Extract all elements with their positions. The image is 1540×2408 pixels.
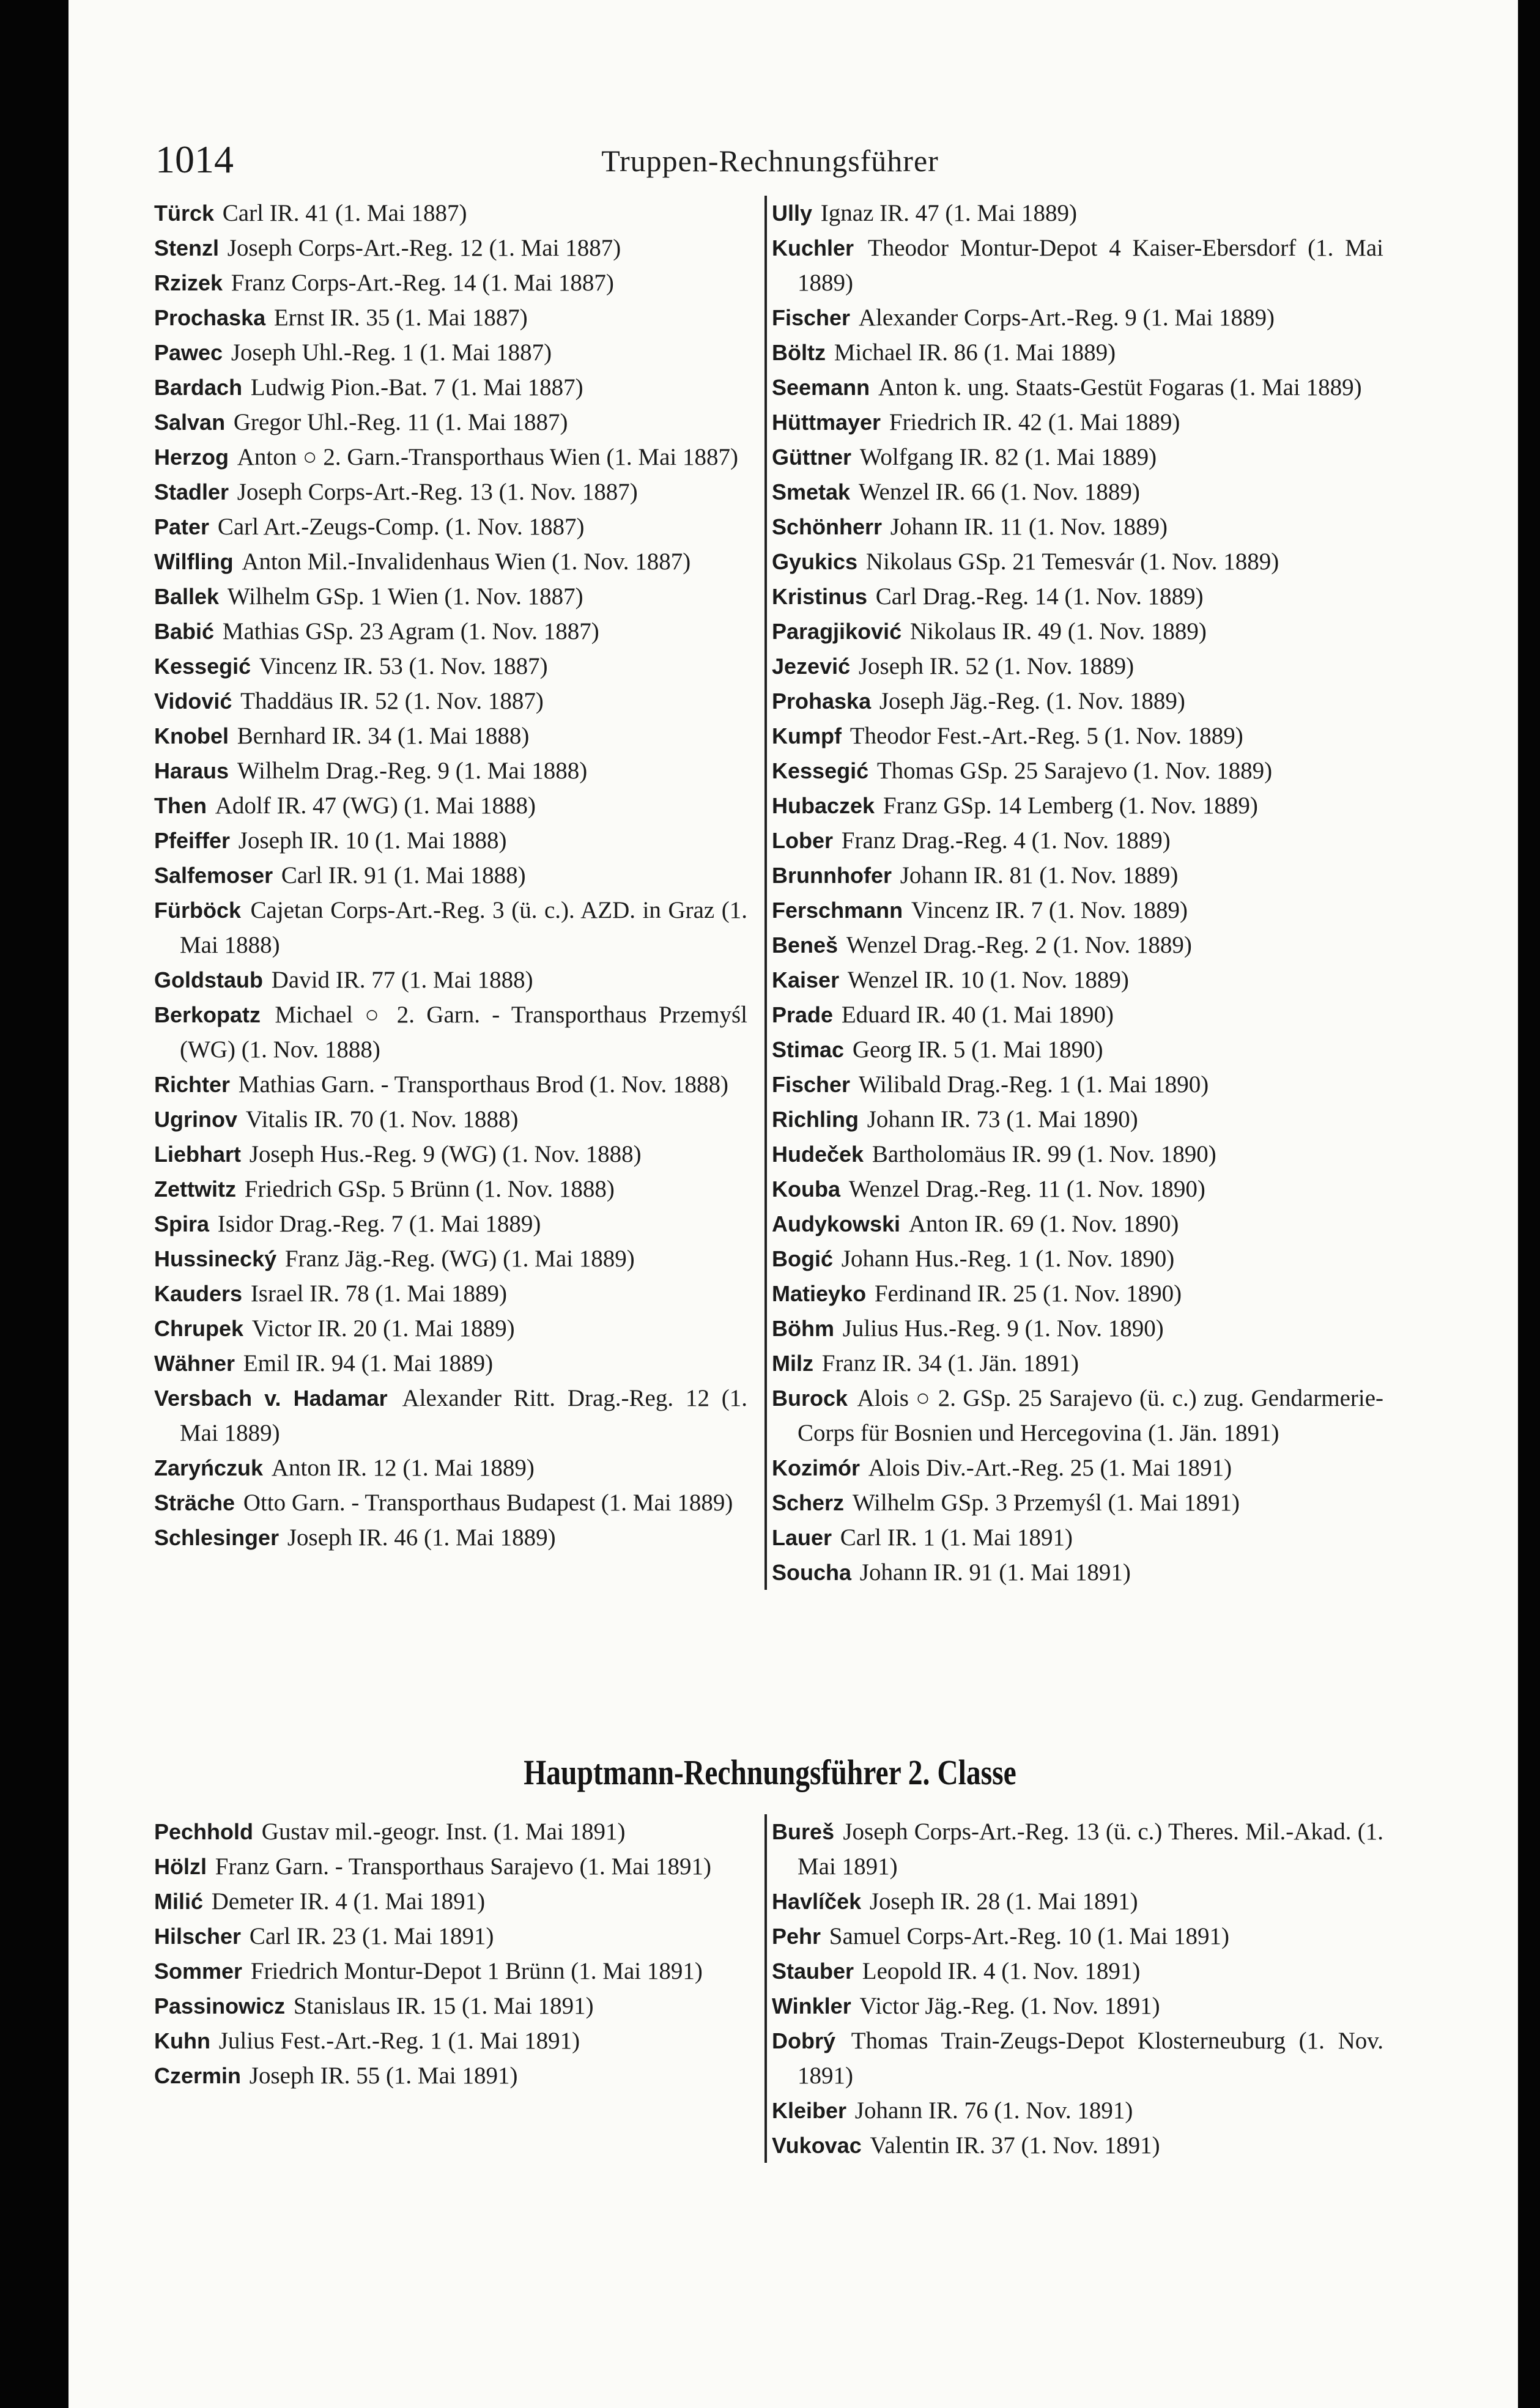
list-item [154,1919,747,1954]
entry-details: Julius Hus.-Reg. 9 (1. Nov. 1890) [842,1315,1164,1342]
entry-details: Eduard IR. 40 (1. Mai 1890) [841,1002,1114,1028]
entry-details: Franz Garn. - Transporthaus Sarajevo (1. Mai 1891) [215,1853,712,1880]
list-item [154,509,747,544]
entry-name: Passinowicz [154,1993,286,2018]
entry-details: Bartholomäus IR. 99 (1. Nov. 1890) [872,1141,1216,1167]
entry-details: Anton IR. 12 (1. Mai 1889) [271,1455,535,1481]
entry-details: Franz GSp. 14 Lemberg (1. Nov. 1889) [883,792,1258,819]
entry-name: Zaryńczuk [154,1455,264,1480]
list-item [154,1849,747,1884]
entry-name: Kauders [154,1281,243,1306]
entry-details: Joseph Hus.-Reg. 9 (WG) (1. Nov. 1888) [249,1141,642,1167]
entry-details: Franz Corps-Art.-Reg. 14 (1. Mai 1887) [231,270,614,296]
entry-details: Johann IR. 81 (1. Nov. 1889) [900,862,1179,888]
entry-details: Johann IR. 11 (1. Nov. 1889) [890,514,1168,540]
entry-name: Kozimór [772,1455,860,1480]
entry-details: Stanislaus IR. 15 (1. Mai 1891) [293,1993,594,2019]
entry-name: Milz [772,1351,813,1376]
list-item [154,753,747,788]
entry-details: Theodor Fest.-Art.-Reg. 5 (1. Nov. 1889) [850,723,1243,749]
entry-details: Isidor Drag.-Reg. 7 (1. Mai 1889) [217,1211,541,1237]
list-item [772,962,1383,997]
entry-details: Adolf IR. 47 (WG) (1. Mai 1888) [215,792,536,819]
list-item [154,1884,747,1919]
entry-name: Salvan [154,410,226,435]
list-item [154,1346,747,1381]
entry-details: Johann IR. 76 (1. Nov. 1891) [854,2097,1133,2124]
entry-details: Carl Art.-Zeugs-Comp. (1. Nov. 1887) [217,514,585,540]
entry-name: Zettwitz [154,1176,236,1202]
entry-name: Wilfling [154,549,234,574]
list-item [772,1241,1383,1276]
entry-details: Alois ○ 2. GSp. 25 Sarajevo (ü. c.) zug. Gendarmerie-Corps für Bosnien und Hercegovina (1. Jän. 1891) [798,1385,1384,1446]
entry-name: Böhm [772,1316,834,1341]
entry-details: Nikolaus GSp. 21 Temesvár (1. Nov. 1889) [865,548,1279,575]
section2-right-column [764,1814,1383,2163]
list-item [772,893,1383,928]
section2-left-column [154,1814,747,2093]
entry-name: Seemann [772,375,870,400]
list-item [154,1814,747,1849]
entry-name: Fischer [772,1072,851,1097]
entry-name: Liebhart [154,1142,242,1167]
entry-name: Smetak [772,479,851,504]
list-item [154,614,747,649]
entry-details: Thaddäus IR. 52 (1. Nov. 1887) [240,688,544,714]
entry-name: Stenzl [154,235,220,260]
list-item [772,509,1383,544]
list-item [772,1814,1383,1884]
list-item [154,1381,747,1450]
entry-name: Richter [154,1072,231,1097]
entry-name: Vukovac [772,2133,862,2158]
entry-name: Rzizek [154,270,223,295]
entry-details: Nikolaus IR. 49 (1. Nov. 1889) [909,618,1207,644]
entry-name: Brunnhofer [772,863,892,888]
entry-name: Ferschmann [772,898,903,923]
entry-name: Chrupek [154,1316,244,1341]
entry-details: Wenzel Drag.-Reg. 11 (1. Nov. 1890) [848,1176,1205,1202]
entry-details: Johann IR. 91 (1. Mai 1891) [859,1559,1131,1586]
list-item [772,196,1383,231]
list-item [772,1032,1383,1067]
entry-name: Sträche [154,1490,235,1515]
list-item [154,788,747,823]
entry-details: Michael ○ 2. Garn. - Transporthaus Przemyśl (WG) (1. Nov. 1888) [180,1002,747,1063]
entry-name: Gyukics [772,549,858,574]
list-item [772,1206,1383,1241]
list-item [772,928,1383,962]
list-item [154,300,747,335]
list-item [772,1276,1383,1311]
entry-name: Ballek [154,584,220,609]
list-item [772,753,1383,788]
entry-name: Hüttmayer [772,410,881,435]
entry-details: Mathias Garn. - Transporthaus Brod (1. Nov. 1888) [238,1071,729,1098]
entry-details: Victor Jäg.-Reg. (1. Nov. 1891) [859,1993,1160,2019]
list-item [772,788,1383,823]
entry-name: Fischer [772,305,851,330]
entry-name: Kessegić [772,758,869,783]
entry-name: Fürböck [154,898,242,923]
entry-name: Kristinus [772,584,868,609]
section-heading: Hauptmann-Rechnungsführer 2. Classe [524,1752,1016,1792]
list-item [154,997,747,1067]
list-item [154,405,747,440]
entry-details: Joseph IR. 52 (1. Nov. 1889) [858,653,1135,679]
entry-details: Carl IR. 41 (1. Mai 1887) [222,200,467,226]
list-item [154,265,747,300]
entry-name: Then [154,793,207,818]
entry-details: Joseph IR. 46 (1. Mai 1889) [287,1524,556,1551]
entry-details: Wilhelm GSp. 3 Przemyśl (1. Mai 1891) [852,1490,1240,1516]
list-item [772,1485,1383,1520]
entry-details: Vincenz IR. 7 (1. Nov. 1889) [911,897,1188,923]
entry-details: Theodor Montur-Depot 4 Kaiser-Ebersdorf (1. Mai 1889) [798,235,1384,296]
list-item [772,2023,1383,2093]
entry-details: Gregor Uhl.-Reg. 11 (1. Mai 1887) [233,409,568,435]
list-item [154,1137,747,1172]
list-item [154,196,747,231]
entry-details: Bernhard IR. 34 (1. Mai 1888) [237,723,530,749]
entry-name: Burock [772,1386,848,1411]
list-item [772,475,1383,509]
list-item [154,649,747,684]
entry-name: Havlíček [772,1889,862,1914]
entry-name: Hudeček [772,1142,864,1167]
entry-details: Carl IR. 1 (1. Mai 1891) [840,1524,1073,1551]
list-item [154,858,747,893]
list-item [154,1241,747,1276]
entry-name: Matieyko [772,1281,867,1306]
entry-details: Julius Fest.-Art.-Reg. 1 (1. Mai 1891) [218,2028,580,2054]
list-item [772,1954,1383,1989]
list-item [772,405,1383,440]
entry-name: Schönherr [772,514,883,539]
entry-details: Joseph Corps-Art.-Reg. 13 (1. Nov. 1887) [237,479,638,505]
list-item [772,370,1383,405]
entry-name: Bogić [772,1246,834,1271]
entry-details: Joseph IR. 55 (1. Mai 1891) [249,2063,518,2089]
entry-name: Beneš [772,933,838,958]
list-item [772,1137,1383,1172]
entry-name: Hölzl [154,1854,207,1879]
entry-name: Pechhold [154,1819,254,1844]
entry-details: Victor IR. 20 (1. Mai 1889) [251,1315,515,1342]
entry-details: Ludwig Pion.-Bat. 7 (1. Mai 1887) [250,374,583,401]
list-item [772,649,1383,684]
list-item [772,1102,1383,1137]
entry-name: Sommer [154,1959,243,1984]
list-item [154,1520,747,1555]
list-item [154,962,747,997]
entry-details: Otto Garn. - Transporthaus Budapest (1. Mai 1889) [243,1490,733,1516]
entry-name: Salfemoser [154,863,273,888]
list-item [772,1555,1383,1590]
entry-name: Prohaska [772,689,872,714]
list-item [772,1884,1383,1919]
list-item [772,2093,1383,2128]
entry-name: Lober [772,828,834,853]
entry-details: Wolfgang IR. 82 (1. Mai 1889) [859,444,1157,470]
list-item [772,335,1383,370]
entry-name: Stimac [772,1037,845,1062]
entry-details: Gustav mil.-geogr. Inst. (1. Mai 1891) [261,1819,626,1845]
entry-name: Pfeiffer [154,828,231,853]
entry-details: Franz IR. 34 (1. Jän. 1891) [821,1350,1079,1376]
entry-details: Leopold IR. 4 (1. Nov. 1891) [862,1958,1141,1984]
entry-name: Versbach v. Hadamar [154,1386,388,1411]
list-item [154,1450,747,1485]
entry-details: Friedrich GSp. 5 Brünn (1. Nov. 1888) [244,1176,615,1202]
entry-details: Carl IR. 23 (1. Mai 1891) [249,1923,494,1949]
list-item [154,1311,747,1346]
entry-details: Wilibald Drag.-Reg. 1 (1. Mai 1890) [858,1071,1209,1098]
entry-details: Anton k. ung. Staats-Gestüt Fogaras (1. Mai 1889) [878,374,1362,401]
entry-details: Joseph Uhl.-Reg. 1 (1. Mai 1887) [231,339,552,366]
list-item [154,335,747,370]
entry-details: Carl IR. 91 (1. Mai 1888) [281,862,526,888]
entry-details: Michael IR. 86 (1. Mai 1889) [834,339,1116,366]
list-item [154,684,747,718]
list-item [154,1989,747,2023]
entry-details: Wenzel IR. 10 (1. Nov. 1889) [847,967,1129,993]
entry-details: Joseph Corps-Art.-Reg. 13 (ü. c.) Theres. Mil.-Akad. (1. Mai 1891) [798,1819,1383,1880]
entry-details: Vincenz IR. 53 (1. Nov. 1887) [259,653,548,679]
entry-name: Babić [154,619,215,644]
entry-name: Winkler [772,1993,851,2018]
list-item [154,2058,747,2093]
list-item [772,1919,1383,1954]
list-item [772,718,1383,753]
list-item [154,579,747,614]
entry-name: Böltz [772,340,826,365]
entry-name: Türck [154,201,215,226]
list-item [154,893,747,962]
list-item [154,370,747,405]
entry-name: Richling [772,1107,859,1132]
list-item [154,1954,747,1989]
entry-details: Anton ○ 2. Garn.-Transporthaus Wien (1. Mai 1887) [237,444,738,470]
entry-name: Kaiser [772,967,840,992]
list-item [772,1346,1383,1381]
entry-name: Kleiber [772,2098,847,2123]
entry-details: Alexander Corps-Art.-Reg. 9 (1. Mai 1889) [858,305,1275,331]
entry-details: Joseph IR. 10 (1. Mai 1888) [238,827,507,854]
entry-details: Emil IR. 94 (1. Mai 1889) [243,1350,494,1376]
list-item [772,858,1383,893]
entry-name: Stadler [154,479,229,504]
entry-name: Hubaczek [772,793,875,818]
entry-name: Pater [154,514,210,539]
entry-details: David IR. 77 (1. Mai 1888) [271,967,533,993]
entry-name: Lauer [772,1525,832,1550]
entry-details: Joseph Jäg.-Reg. (1. Nov. 1889) [879,688,1185,714]
list-item [772,1381,1383,1450]
entry-name: Ugrinov [154,1107,238,1132]
list-item [772,1067,1383,1102]
entry-details: Wilhelm Drag.-Reg. 9 (1. Mai 1888) [237,758,588,784]
entry-details: Georg IR. 5 (1. Mai 1890) [852,1036,1103,1063]
entry-name: Haraus [154,758,229,783]
left-column [154,196,747,1555]
entry-details: Carl Drag.-Reg. 14 (1. Nov. 1889) [875,583,1204,610]
entry-details: Samuel Corps-Art.-Reg. 10 (1. Mai 1891) [829,1923,1230,1949]
entry-name: Herzog [154,445,229,470]
entry-details: Alexander Ritt. Drag.-Reg. 12 (1. Mai 1889) [180,1385,748,1446]
entry-name: Stauber [772,1959,854,1984]
entry-name: Paragjiković [772,619,902,644]
entry-name: Prochaska [154,305,266,330]
entry-details: Ignaz IR. 47 (1. Mai 1889) [820,200,1077,226]
list-item [154,823,747,858]
list-item [154,1276,747,1311]
entry-details: Friedrich IR. 42 (1. Mai 1889) [889,409,1180,435]
entry-details: Ferdinand IR. 25 (1. Nov. 1890) [874,1280,1182,1307]
list-item [772,231,1383,300]
entry-details: Thomas Train-Zeugs-Depot Klosterneuburg (1. Nov. 1891) [798,2028,1383,2089]
list-item [154,1067,747,1102]
list-item [772,1989,1383,2023]
list-item [772,1520,1383,1555]
entry-details: Israel IR. 78 (1. Mai 1889) [250,1280,507,1307]
entry-name: Scherz [772,1490,845,1515]
entry-details: Joseph Corps-Art.-Reg. 12 (1. Mai 1887) [227,235,621,261]
entry-name: Knobel [154,723,229,748]
entry-details: Anton Mil.-Invalidenhaus Wien (1. Nov. 1887) [242,548,691,575]
entry-details: Alois Div.-Art.-Reg. 25 (1. Mai 1891) [868,1455,1232,1481]
entry-name: Berkopatz [154,1002,261,1027]
right-column [764,196,1383,1590]
entry-name: Bardach [154,375,243,400]
entry-name: Pehr [772,1924,821,1949]
entry-name: Jezević [772,654,851,679]
list-item [772,684,1383,718]
list-item [154,440,747,475]
entry-details: Joseph IR. 28 (1. Mai 1891) [869,1888,1138,1915]
list-item [154,718,747,753]
entry-name: Kouba [772,1176,840,1202]
entry-name: Kumpf [772,723,842,748]
list-item [154,1485,747,1520]
entry-details: Franz Jäg.-Reg. (WG) (1. Mai 1889) [284,1246,635,1272]
entry-name: Bureš [772,1819,835,1844]
entry-name: Dobrý [772,2028,836,2053]
entry-details: Valentin IR. 37 (1. Nov. 1891) [870,2132,1160,2159]
entry-details: Demeter IR. 4 (1. Mai 1891) [211,1888,486,1915]
list-item [154,1102,747,1137]
entry-name: Audykowski [772,1211,901,1236]
entry-name: Prade [772,1002,834,1027]
entry-name: Kessegić [154,654,251,679]
list-item [154,231,747,265]
entry-details: Johann Hus.-Reg. 1 (1. Nov. 1890) [841,1246,1175,1272]
entry-name: Spira [154,1211,210,1236]
entry-details: Vitalis IR. 70 (1. Nov. 1888) [245,1106,519,1132]
running-head: Truppen-Rechnungsführer [601,144,939,178]
list-item [154,1172,747,1206]
entry-details: Wilhelm GSp. 1 Wien (1. Nov. 1887) [227,583,583,610]
entry-name: Goldstaub [154,967,263,992]
page-number: 1014 [155,138,234,181]
list-item [772,1311,1383,1346]
entry-name: Ully [772,201,813,226]
list-item [772,2128,1383,2163]
entry-name: Kuhn [154,2028,210,2053]
list-item [772,440,1383,475]
entry-name: Czermin [154,2063,242,2088]
list-item [154,544,747,579]
list-item [772,300,1383,335]
entry-details: Wenzel IR. 66 (1. Nov. 1889) [858,479,1140,505]
entry-name: Milić [154,1889,204,1914]
entry-details: Anton IR. 69 (1. Nov. 1890) [908,1211,1179,1237]
list-item [772,1450,1383,1485]
entry-details: Wenzel Drag.-Reg. 2 (1. Nov. 1889) [846,932,1192,958]
entry-name: Hussinecký [154,1246,277,1271]
entry-details: Ernst IR. 35 (1. Mai 1887) [273,305,528,331]
list-item [154,1206,747,1241]
entry-name: Schlesinger [154,1525,279,1550]
entry-name: Pawec [154,340,223,365]
list-item [154,2023,747,2058]
list-item [772,1172,1383,1206]
entry-name: Soucha [772,1560,852,1585]
entry-details: Cajetan Corps-Art.-Reg. 3 (ü. c.). AZD. in Graz (1. Mai 1888) [180,897,747,958]
entry-name: Wähner [154,1351,235,1376]
entry-name: Hilscher [154,1924,242,1949]
entry-details: Thomas GSp. 25 Sarajevo (1. Nov. 1889) [876,758,1273,784]
entry-details: Franz Drag.-Reg. 4 (1. Nov. 1889) [841,827,1171,854]
list-item [772,614,1383,649]
entry-name: Güttner [772,445,851,470]
list-item [154,475,747,509]
entry-details: Johann IR. 73 (1. Mai 1890) [867,1106,1138,1132]
entry-name: Vidović [154,689,232,714]
list-item [772,579,1383,614]
entry-details: Friedrich Montur-Depot 1 Brünn (1. Mai 1891) [250,1958,703,1984]
list-item [772,544,1383,579]
entry-name: Kuchler [772,235,854,260]
list-item [772,997,1383,1032]
entry-details: Mathias GSp. 23 Agram (1. Nov. 1887) [222,618,599,644]
list-item [772,823,1383,858]
